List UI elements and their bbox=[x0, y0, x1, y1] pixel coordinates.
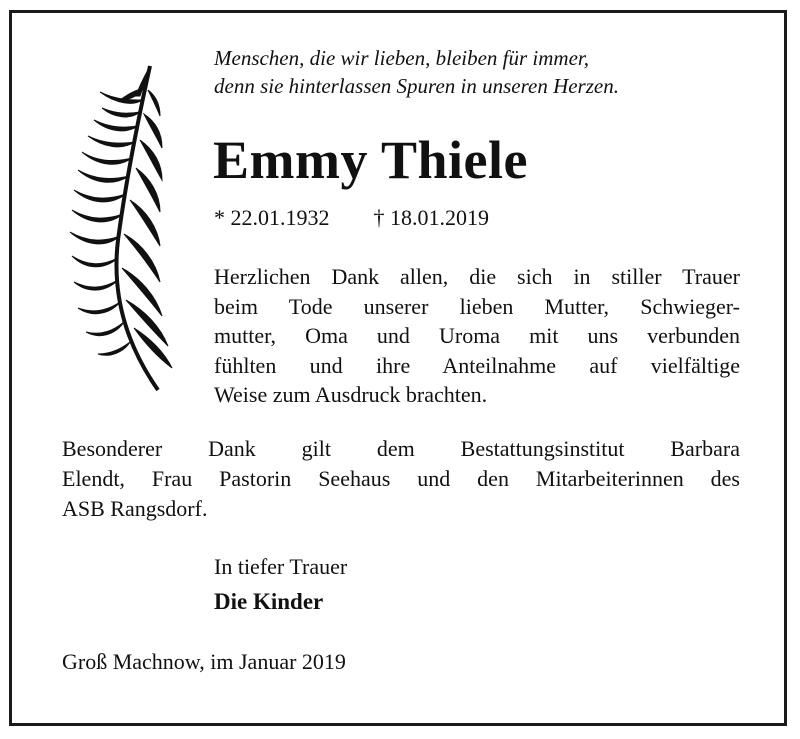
thanks-main-line: Herzlichen Dank allen, die sich in stiller Trauer bbox=[214, 264, 740, 289]
thanks-special-line: Elendt, Frau Pastorin Seehaus und den Mitarbeiterinnen des bbox=[62, 466, 740, 491]
motto-line-1: Menschen, die wir lieben, bleiben für immer, bbox=[214, 46, 590, 70]
thanks-main-line: mutter, Oma und Uroma mit uns verbunden bbox=[214, 323, 740, 348]
thanks-special-line: Besonderer Dank gilt dem Bestattungsinstitut Barbara bbox=[62, 436, 740, 461]
birth-date: * 22.01.1932 bbox=[214, 205, 330, 230]
palm-leaf-icon bbox=[68, 60, 178, 400]
signature-intro: In tiefer Trauer bbox=[214, 554, 348, 579]
death-date: † 18.01.2019 bbox=[373, 205, 489, 230]
signature-from: Die Kinder bbox=[214, 589, 324, 614]
thanks-main-line: Weise zum Ausdruck brachten. bbox=[214, 382, 488, 407]
thanks-main-line: fühlten und ihre Anteilnahme auf vielfältige bbox=[214, 352, 740, 378]
thanks-main-paragraph bbox=[214, 262, 740, 410]
deceased-name: Emmy Thiele bbox=[213, 130, 528, 190]
place-date: Groß Machnow, im Januar 2019 bbox=[62, 649, 346, 674]
motto bbox=[214, 44, 754, 100]
life-dates bbox=[214, 204, 489, 232]
thanks-special-paragraph bbox=[62, 434, 740, 524]
thanks-main-line: beim Tode unserer lieben Mutter, Schwieger- bbox=[214, 293, 740, 319]
motto-line-2: denn sie hinterlassen Spuren in unseren Herzen. bbox=[214, 74, 619, 98]
thanks-special-line: ASB Rangsdorf. bbox=[62, 496, 208, 521]
